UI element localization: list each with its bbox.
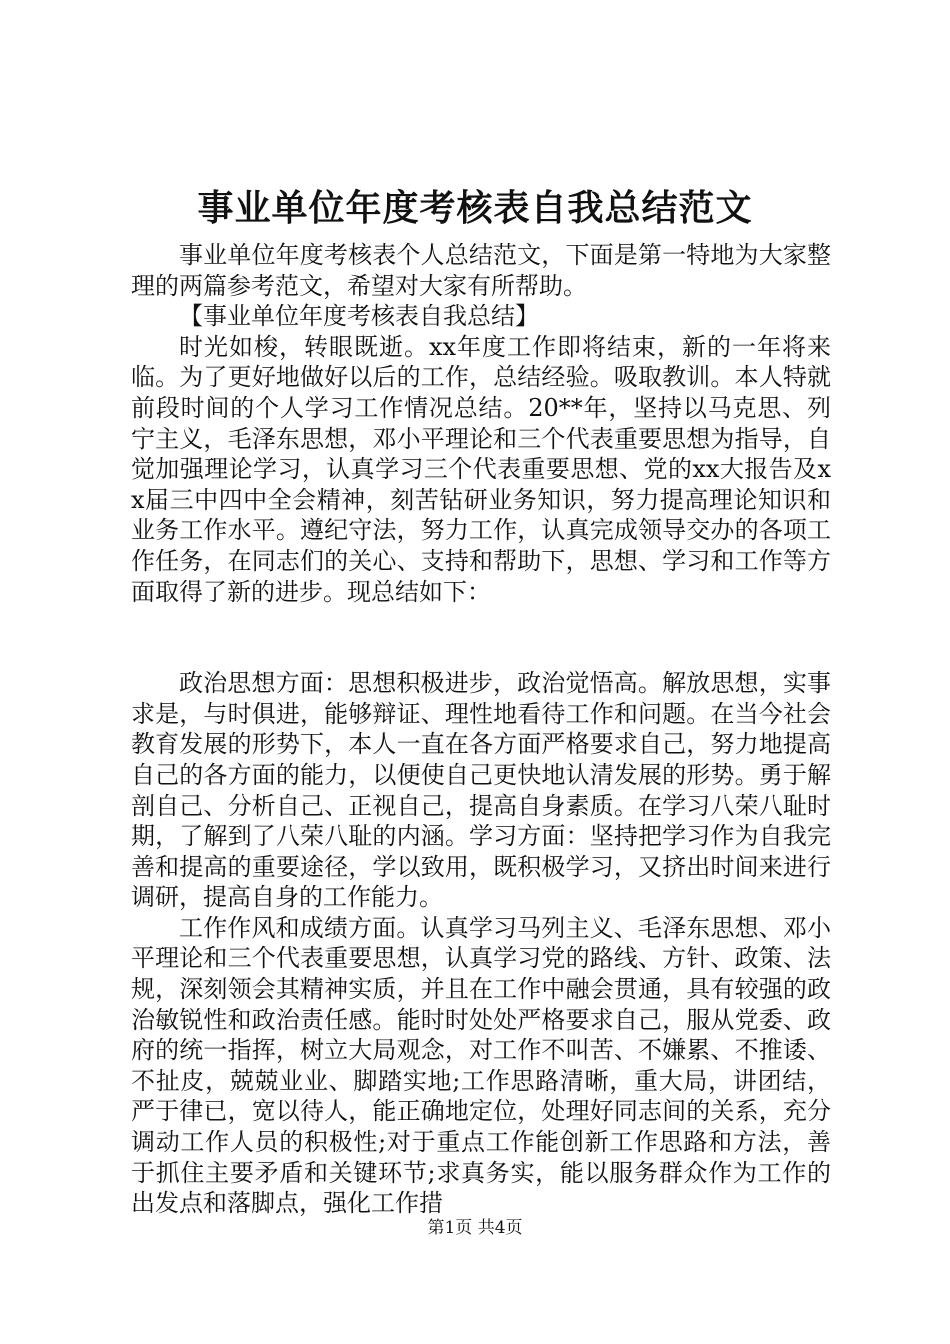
intro-paragraph: 事业单位年度考核表个人总结范文，下面是第一特地为大家整理的两篇参考范文，希望对大家有所帮助。 <box>131 241 831 300</box>
work-style-paragraph: 工作作风和成绩方面。认真学习马列主义、毛泽东思想、邓小平理论和三个代表重要思想，认真学习党的路线、方针、政策、法规，深刻领会其精神实质，并且在工作中融会贯通，具有较强的政治敏锐性和政治责任感。能时时处处严格要求自己，服从党委、政府的统一指挥，树立大局观念，对工作不叫苦、不嫌累、不推诿、不扯皮，兢兢业业、脚踏实地;工作思路清晰，重大局，讲团结，严于律已，宽以待人，能正确地定位，处理好同志间的关系，充分调动工作人员的积极性;对于重点工作能创新工作思路和方法，善于抓住主要矛盾和关键环节;求真务实，能以服务群众作为工作的出发点和落脚点，强化工作措 <box>131 913 831 1218</box>
section-heading: 【事业单位年度考核表自我总结】 <box>179 302 539 331</box>
document-title: 事业单位年度考核表自我总结范文 <box>197 187 753 229</box>
paragraph-spacer <box>131 607 831 668</box>
political-paragraph: 政治思想方面：思想积极进步，政治觉悟高。解放思想，实事求是，与时俱进，能够辩证、理性地看待工作和问题。在当今社会教育发展的形势下，本人一直在各方面严格要求自己，努力地提高自己的各方面的能力，以便使自己更快地认清发展的形势。勇于解剖自己、分析自己、正视自己，提高自身素质。在学习八荣八耻时期，了解到了八荣八耻的内涵。学习方面：坚持把学习作为自我完善和提高的重要途径，学以致用，既积极学习，又挤出时间来进行调研，提高自身的工作能力。 <box>131 669 831 912</box>
document-body <box>131 240 831 1219</box>
summary-paragraph: 时光如梭，转眼既逝。xx年度工作即将结束，新的一年将来临。为了更好地做好以后的工作，总结经验。吸取教训。本人特就前段时间的个人学习工作情况总结。20**年，坚持以马克思、列宁主义，毛泽东思想，邓小平理论和三个代表重要思想为指导，自觉加强理论学习，认真学习三个代表重要思想、党的xx大报告及xx届三中四中全会精神，刻苦钻研业务知识，努力提高理论知识和业务工作水平。遵纪守法，努力工作，认真完成领导交办的各项工作任务，在同志们的关心、支持和帮助下，思想、学习和工作等方面取得了新的进步。现总结如下： <box>131 332 831 606</box>
page-footer: 第1页 共4页 <box>427 1218 523 1238</box>
